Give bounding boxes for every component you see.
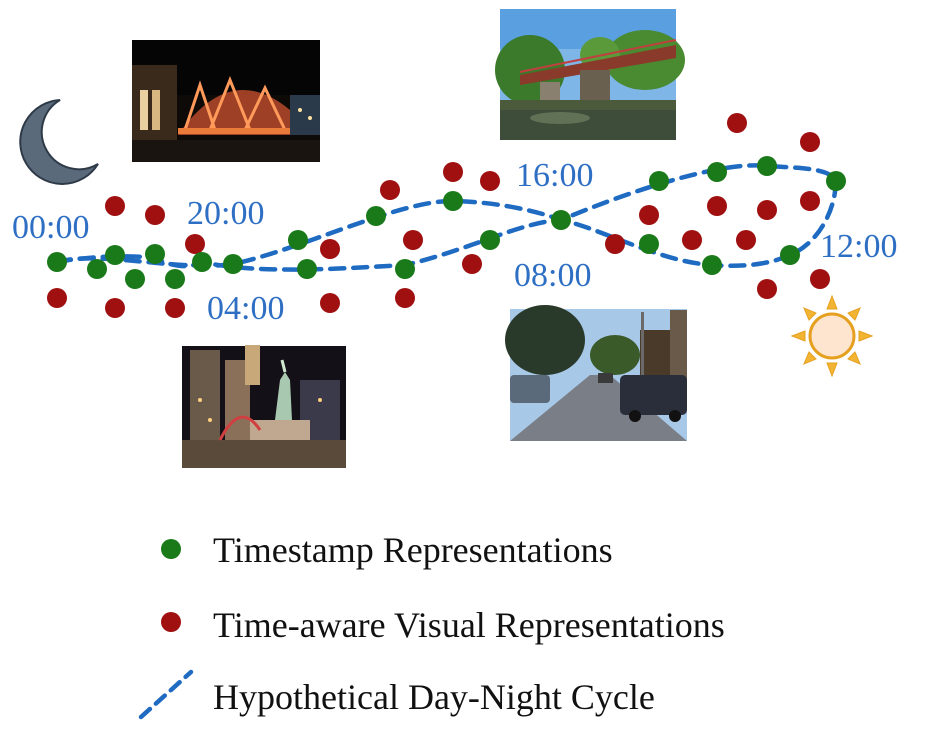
timestamp-dot — [702, 255, 722, 275]
time-label-0800: 08:00 — [514, 257, 592, 294]
visual-dot — [800, 132, 820, 152]
day-bridge-photo — [495, 9, 685, 140]
visual-dot — [727, 113, 747, 133]
timestamp-dot — [639, 234, 659, 254]
legend-red-dot-marker — [161, 612, 181, 632]
visual-dot — [462, 254, 482, 274]
timestamp-dot — [395, 259, 415, 279]
legend-green-dot-marker — [161, 539, 181, 559]
visual-dot — [639, 205, 659, 225]
visual-dot — [443, 162, 463, 182]
timestamp-dot — [366, 206, 386, 226]
visual-dot — [682, 230, 702, 250]
visual-dot — [757, 279, 777, 299]
timestamp-dot — [443, 191, 463, 211]
visual-dot — [105, 298, 125, 318]
visual-dot — [380, 180, 400, 200]
timestamp-dot — [223, 254, 243, 274]
time-label-0000: 00:00 — [12, 209, 90, 246]
visual-dot — [800, 191, 820, 211]
legend-timestamp-label: Timestamp Representations — [213, 530, 613, 570]
visual-dot — [707, 196, 727, 216]
timestamp-dot — [707, 162, 727, 182]
visual-dot — [810, 269, 830, 289]
visual-dot — [403, 230, 423, 250]
timestamp-dot — [288, 230, 308, 250]
timestamp-dot — [551, 210, 571, 230]
visual-dot — [605, 234, 625, 254]
legend-visual-label: Time-aware Visual Representations — [213, 605, 725, 645]
street-photo — [505, 305, 687, 441]
legend-cycle-label: Hypothetical Day-Night Cycle — [213, 677, 655, 717]
timestamp-dot — [826, 171, 846, 191]
night-city-photo — [182, 345, 346, 468]
legend-dashed-line-marker — [141, 672, 191, 717]
time-label-1200: 12:00 — [820, 228, 898, 265]
visual-dot — [736, 230, 756, 250]
timestamp-dot — [105, 245, 125, 265]
timestamp-dot — [757, 156, 777, 176]
time-label-1600: 16:00 — [516, 157, 594, 194]
visual-dot — [47, 288, 67, 308]
timestamp-dot — [47, 252, 67, 272]
visual-dot — [320, 293, 340, 313]
time-label-0400: 04:00 — [207, 290, 285, 327]
timestamp-dot — [780, 245, 800, 265]
visual-dot — [757, 200, 777, 220]
timestamp-dot — [649, 171, 669, 191]
timestamp-dot — [87, 259, 107, 279]
legend — [141, 530, 725, 717]
timestamp-dot — [145, 244, 165, 264]
visual-dot — [145, 205, 165, 225]
time-label-2000: 20:00 — [187, 195, 265, 232]
night-bridge-photo — [132, 40, 320, 162]
timestamp-dot — [165, 269, 185, 289]
visual-dot — [185, 234, 205, 254]
sun-icon — [792, 296, 872, 376]
visual-dot — [320, 239, 340, 259]
crescent-moon-icon — [20, 100, 98, 184]
visual-dot — [105, 196, 125, 216]
timestamp-dot — [125, 269, 145, 289]
visual-dot — [395, 288, 415, 308]
timestamp-dot — [297, 259, 317, 279]
timestamp-dot — [480, 230, 500, 250]
visual-dot — [165, 298, 185, 318]
timestamp-dot — [192, 252, 212, 272]
visual-dot — [480, 171, 500, 191]
